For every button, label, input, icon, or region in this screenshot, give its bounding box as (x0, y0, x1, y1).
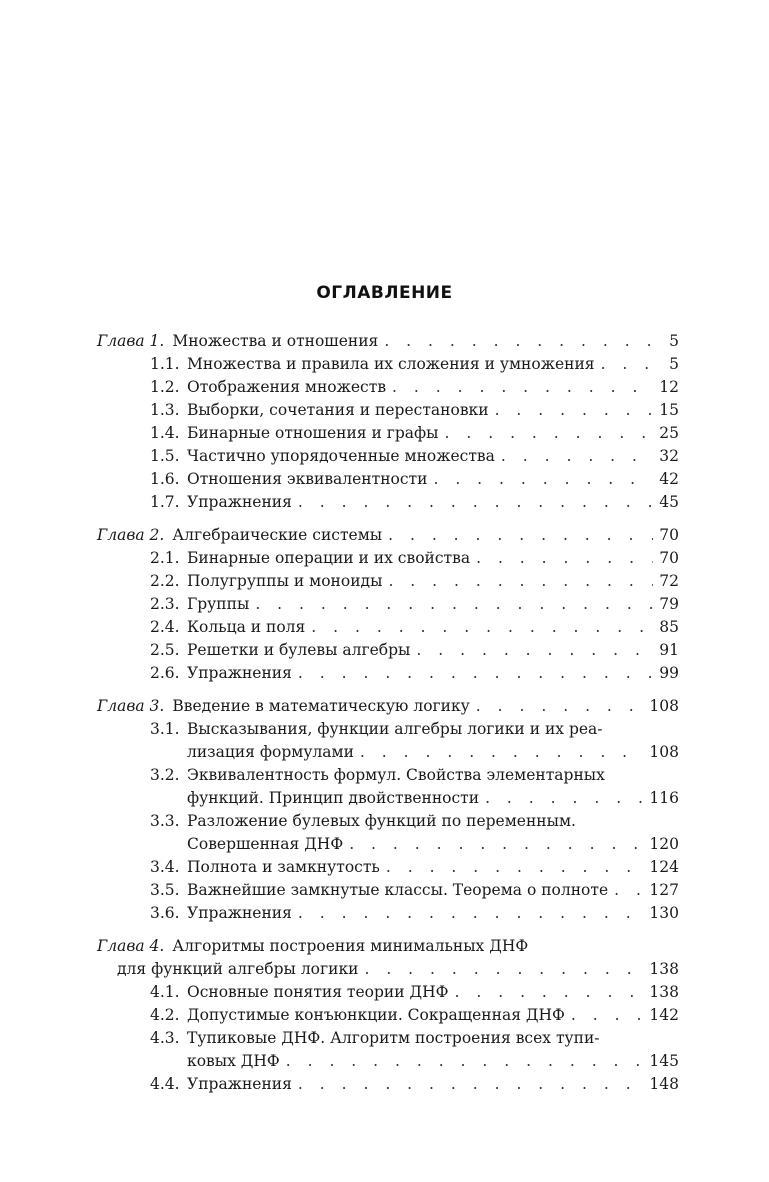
section-number: 2.1. (150, 549, 180, 567)
toc-entry[interactable] (97, 491, 679, 514)
leader-dots (384, 330, 663, 353)
toc-entry[interactable] (97, 764, 679, 787)
leader-dots (298, 662, 653, 685)
leader-dots (392, 376, 653, 399)
section-title: Отношения эквивалентности (187, 470, 428, 488)
chapter-title-continuation: для функций алгебры логики (117, 960, 359, 978)
leader-dots (286, 1050, 644, 1073)
leader-dots (388, 570, 653, 593)
toc-entry[interactable] (97, 376, 679, 399)
page-number: 130 (649, 904, 679, 922)
toc-entry[interactable] (97, 879, 679, 902)
chapter-label: Глава 4. (97, 937, 165, 955)
section-number: 3.2. (150, 766, 180, 784)
chapter-4 (97, 935, 679, 1096)
section-title: Упражнения (187, 493, 292, 511)
leader-dots (495, 399, 654, 422)
page-title: ОГЛАВЛЕНИЕ (316, 283, 453, 303)
leader-dots (455, 981, 644, 1004)
toc-entry[interactable] (97, 445, 679, 468)
page-number: 145 (649, 1052, 679, 1070)
toc-entry[interactable] (97, 981, 679, 1004)
page-number: 5 (669, 332, 679, 350)
page-number: 127 (649, 881, 679, 899)
section-number: 3.1. (150, 720, 180, 738)
page-number: 70 (659, 549, 679, 567)
section-number: 1.1. (150, 355, 180, 373)
section-title-continuation: лизация формулами (187, 743, 354, 761)
leader-dots (476, 695, 644, 718)
page-number: 45 (659, 493, 679, 511)
page-number: 70 (659, 526, 679, 544)
leader-dots (311, 616, 653, 639)
toc-entry[interactable] (97, 422, 679, 445)
chapter-heading[interactable] (97, 695, 679, 718)
toc-entry[interactable] (97, 570, 679, 593)
leader-dots (476, 547, 653, 570)
section-number: 1.6. (150, 470, 180, 488)
section-number: 1.3. (150, 401, 180, 419)
section-title: Частично упорядоченные множества (187, 447, 495, 465)
page-number: 142 (649, 1006, 679, 1024)
section-title: Разложение булевых функций по переменным. (187, 812, 576, 830)
page-number: 124 (649, 858, 679, 876)
section-title: Упражнения (187, 1075, 292, 1093)
toc-entry-continuation[interactable] (97, 833, 679, 856)
toc-entry[interactable] (97, 856, 679, 879)
leader-dots (445, 422, 654, 445)
section-title: Бинарные отношения и графы (187, 424, 439, 442)
toc-entry[interactable] (97, 353, 679, 376)
leader-dots (614, 879, 643, 902)
section-title: Тупиковые ДНФ. Алгоритм построения всех тупи- (187, 1029, 600, 1047)
section-title: Кольца и поля (187, 618, 306, 636)
toc-entry[interactable] (97, 468, 679, 491)
toc-entry-continuation[interactable] (97, 1050, 679, 1073)
section-number: 2.5. (150, 641, 180, 659)
section-number: 3.3. (150, 812, 180, 830)
section-title: Упражнения (187, 904, 292, 922)
section-title: Эквивалентность формул. Свойства элементарных (187, 766, 605, 784)
section-title: Выборки, сочетания и перестановки (187, 401, 489, 419)
toc-entry[interactable] (97, 902, 679, 925)
section-title: Полугруппы и моноиды (187, 572, 383, 590)
leader-dots (255, 593, 653, 616)
leader-dots (364, 958, 643, 981)
page-number: 116 (649, 789, 679, 807)
section-number: 1.2. (150, 378, 180, 396)
section-number: 4.1. (150, 983, 180, 1001)
chapter-3 (97, 695, 679, 925)
leader-dots (416, 639, 653, 662)
page-number: 79 (659, 595, 679, 613)
leader-dots (298, 1073, 644, 1096)
section-title: Упражнения (187, 664, 292, 682)
toc-entry[interactable] (97, 616, 679, 639)
page-number: 42 (659, 470, 679, 488)
toc-entry[interactable] (97, 399, 679, 422)
chapter-label: Глава 1. (97, 332, 165, 350)
section-number: 2.6. (150, 664, 180, 682)
leader-dots (501, 445, 653, 468)
toc-entry[interactable] (97, 547, 679, 570)
chapter-1 (97, 330, 679, 514)
page-number: 91 (659, 641, 679, 659)
section-number: 3.6. (150, 904, 180, 922)
page-number: 25 (659, 424, 679, 442)
section-title: Бинарные операции и их свойства (187, 549, 471, 567)
section-title: Множества и правила их сложения и умножения (187, 355, 595, 373)
page-number: 85 (659, 618, 679, 636)
leader-dots (298, 491, 653, 514)
page-number: 15 (659, 401, 679, 419)
toc-entry-continuation[interactable] (97, 787, 679, 810)
section-number: 4.3. (150, 1029, 180, 1047)
toc-entry[interactable] (97, 593, 679, 616)
page-number: 5 (669, 355, 679, 373)
section-title-continuation: функций. Принцип двойственности (187, 789, 480, 807)
page-number: 138 (649, 960, 679, 978)
section-number: 1.5. (150, 447, 180, 465)
leader-dots (433, 468, 653, 491)
leader-dots (386, 856, 644, 879)
section-title-continuation: ковых ДНФ (187, 1052, 280, 1070)
section-number: 1.4. (150, 424, 180, 442)
chapter-heading[interactable] (97, 935, 679, 958)
chapter-heading-continuation[interactable] (97, 958, 679, 981)
section-number: 2.4. (150, 618, 180, 636)
section-title-continuation: Совершенная ДНФ (187, 835, 344, 853)
toc-entry[interactable] (97, 662, 679, 685)
section-number: 2.3. (150, 595, 180, 613)
section-number: 3.4. (150, 858, 180, 876)
leader-dots (360, 741, 643, 764)
section-title: Важнейшие замкнутые классы. Теорема о полноте (187, 881, 609, 899)
chapter-label: Глава 2. (97, 526, 165, 544)
chapter-label: Глава 3. (97, 697, 165, 715)
leader-dots (601, 353, 664, 376)
chapter-title: Алгоритмы построения минимальных ДНФ (172, 937, 529, 955)
section-title: Отображения множеств (187, 378, 387, 396)
leader-dots (571, 1004, 644, 1027)
section-number: 4.2. (150, 1006, 180, 1024)
toc-entry-continuation[interactable] (97, 741, 679, 764)
section-title: Решетки и булевы алгебры (187, 641, 411, 659)
section-title: Основные понятия теории ДНФ (187, 983, 449, 1001)
page-number: 108 (649, 743, 679, 761)
page-number: 108 (649, 697, 679, 715)
page-number: 120 (649, 835, 679, 853)
section-number: 1.7. (150, 493, 180, 511)
toc-entry[interactable] (97, 1073, 679, 1096)
toc-entry[interactable] (97, 718, 679, 741)
chapter-heading[interactable] (97, 524, 679, 547)
section-number: 4.4. (150, 1075, 180, 1093)
section-title: Группы (187, 595, 250, 613)
page-number: 99 (659, 664, 679, 682)
leader-dots (485, 787, 643, 810)
chapter-heading[interactable] (97, 330, 679, 353)
section-title: Допустимые конъюнкции. Сокращенная ДНФ (187, 1006, 565, 1024)
chapter-title: Введение в математическую логику (172, 697, 470, 715)
toc-entry[interactable] (97, 810, 679, 833)
page-number: 138 (649, 983, 679, 1001)
leader-dots (388, 524, 653, 547)
leader-dots (298, 902, 644, 925)
toc-entry[interactable] (97, 639, 679, 662)
section-title: Высказывания, функции алгебры логики и их реа- (187, 720, 603, 738)
toc-entry[interactable] (97, 1004, 679, 1027)
leader-dots (349, 833, 643, 856)
chapter-title: Алгебраические системы (172, 526, 383, 544)
section-number: 2.2. (150, 572, 180, 590)
page-number: 148 (649, 1075, 679, 1093)
chapter-title: Множества и отношения (172, 332, 379, 350)
chapter-2 (97, 524, 679, 685)
section-title: Полнота и замкнутость (187, 858, 380, 876)
page-number: 72 (659, 572, 679, 590)
page-number: 12 (659, 378, 679, 396)
section-number: 3.5. (150, 881, 180, 899)
page-number: 32 (659, 447, 679, 465)
toc-entry[interactable] (97, 1027, 679, 1050)
table-of-contents (97, 330, 679, 1106)
